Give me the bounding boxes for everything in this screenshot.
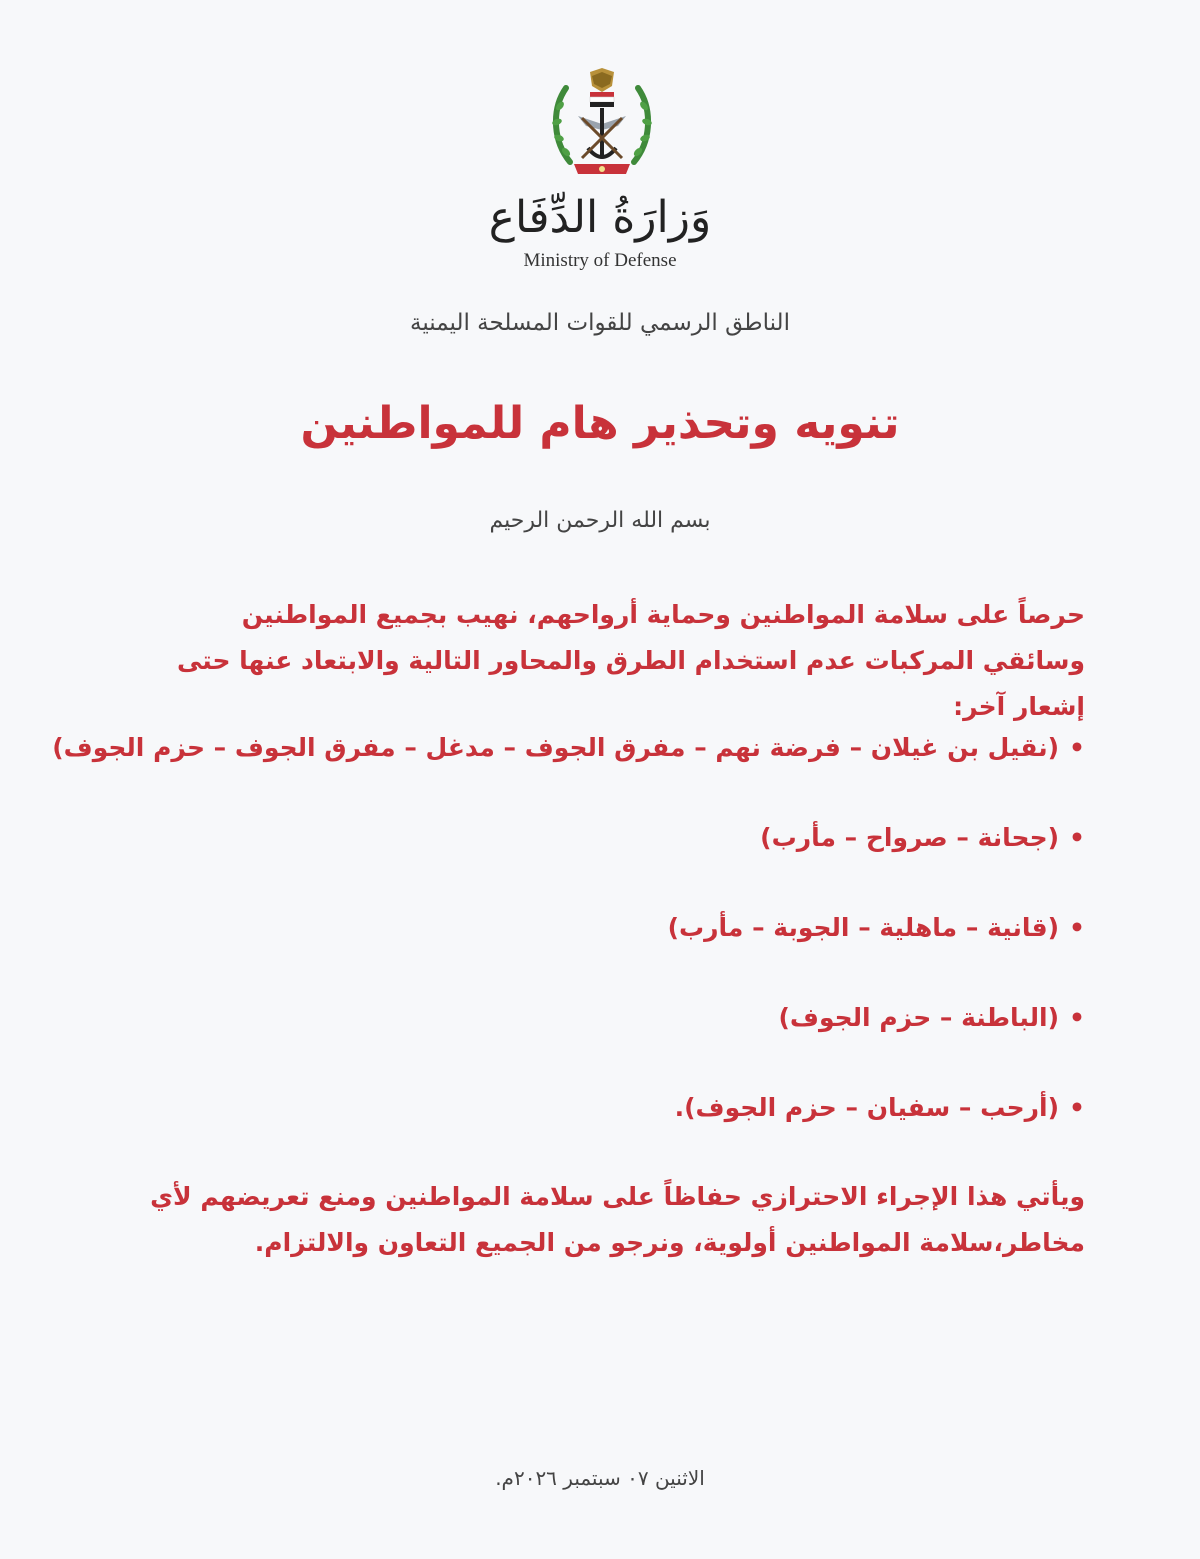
bullet-icon: • bbox=[1069, 1003, 1085, 1032]
spokesman-line: الناطق الرسمي للقوات المسلحة اليمنية bbox=[410, 310, 790, 336]
list-item bbox=[120, 818, 1085, 908]
list-item bbox=[120, 998, 1085, 1088]
ministry-name-arabic: وَزارَةُ الدِّفَاع bbox=[488, 192, 712, 243]
road-text: (الباطنة – حزم الجوف) bbox=[778, 1003, 1060, 1032]
ministry-of-defense-emblem-icon bbox=[548, 66, 656, 182]
basmala: بسم الله الرحمن الرحيم bbox=[489, 508, 711, 533]
list-item bbox=[52, 728, 1085, 818]
statement-date: الاثنين ٠٧ سبتمبر ٢٠٢٦م. bbox=[495, 1466, 705, 1490]
road-text: (نقيل بن غيلان – فرضة نهم – مفرق الجوف – مدغل – مفرق الجوف – حزم الجوف) bbox=[52, 733, 1060, 762]
bullet-icon: • bbox=[1069, 823, 1085, 852]
ministry-name-english: Ministry of Defense bbox=[523, 250, 677, 271]
roads-list bbox=[52, 728, 1085, 1178]
list-item bbox=[120, 908, 1085, 998]
road-text: (قانية – ماهلية – الجوبة – مأرب) bbox=[667, 913, 1060, 942]
road-text: (أرحب – سفيان – حزم الجوف). bbox=[674, 1093, 1060, 1122]
bullet-icon: • bbox=[1069, 733, 1085, 762]
bullet-icon: • bbox=[1069, 913, 1085, 942]
statement-closing: ويأتي هذا الإجراء الاحترازي حفاظاً على سلامة المواطنين ومنع تعريضهم لأي مخاطر،سلامة المواطنين أولوية، ونرجو من الجميع التعاون والالتزام. bbox=[150, 1182, 1085, 1257]
road-text: (جحانة – صرواح – مأرب) bbox=[760, 823, 1060, 852]
bullet-icon: • bbox=[1069, 1093, 1085, 1122]
list-item bbox=[120, 1088, 1085, 1178]
statement-intro: حرصاً على سلامة المواطنين وحماية أرواحهم، نهيب بجميع المواطنين وسائقي المركبات عدم استخدام الطرق والمحاور التالية والابتعاد عنها حتى إشعار آخر: bbox=[176, 600, 1085, 721]
statement-title: تنويه وتحذير هام للمواطنين bbox=[300, 398, 900, 449]
